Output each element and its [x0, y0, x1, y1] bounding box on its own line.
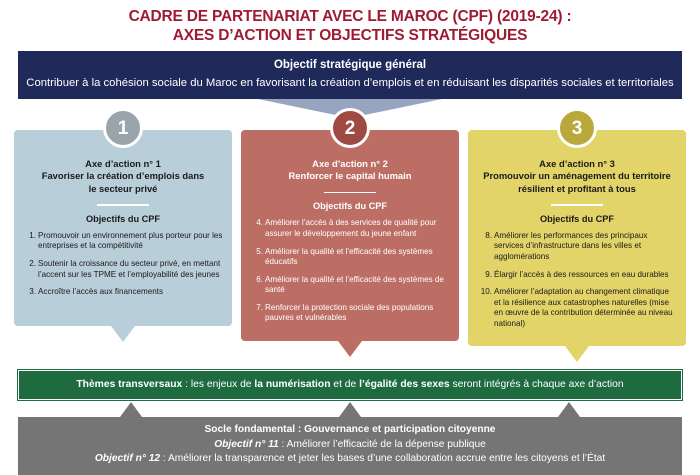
item-number: 8.	[485, 230, 492, 240]
list-item	[477, 287, 677, 329]
foundation-objective-12-text: : Améliorer la transparence et jeter les bases d’une collaboration accrue entre les citoyens et l’État	[160, 453, 606, 465]
divider-rule-2	[324, 192, 376, 194]
list-item	[23, 231, 223, 252]
foundation-up-arrow-icon-2	[339, 402, 361, 417]
axis-heading-1-line-1: Axe d’action n° 1	[85, 158, 161, 169]
item-text: Améliorer l’accès à des services de qualité pour assurer le développement du jeune enfant	[265, 218, 437, 238]
transversal-part-2: et de	[330, 379, 360, 391]
list-item	[250, 275, 450, 296]
item-text: Renforcer la protection sociale des populations pauvres et vulnérables	[265, 302, 434, 323]
objectives-label-2: Objectifs du CPF	[312, 201, 388, 212]
list-item	[23, 259, 223, 280]
transversal-part-3: seront intégrés à chaque axe d’action	[449, 379, 624, 391]
strategic-objective-heading: Objectif stratégique général	[273, 59, 427, 71]
axis-heading-2-line-2: Renforcer le capital humain	[288, 170, 412, 182]
foundation-objective-12-label: Objectif n° 12	[94, 453, 161, 465]
transversal-themes-bar	[18, 370, 682, 400]
objectives-list-3	[477, 231, 677, 330]
action-axis-panel-3	[468, 117, 686, 346]
objectives-list-1	[23, 231, 223, 298]
title-line-1: CADRE DE PARTENARIAT AVEC LE MAROC (CPF) (2019-24) :	[128, 8, 572, 25]
axis-heading-3-line-3: résilient et profitant à tous	[518, 182, 636, 194]
list-item	[250, 247, 450, 268]
item-text: Accroître l’accès aux financements	[38, 287, 164, 297]
list-item	[250, 218, 450, 239]
divider-rule-1	[97, 204, 149, 206]
axis-heading-1-line-3: le secteur privé	[88, 182, 158, 194]
objectives-label-3: Objectifs du CPF	[539, 213, 615, 224]
axis-heading-2	[250, 158, 450, 183]
list-item	[23, 287, 223, 298]
axis-number-badge-2: 2	[330, 108, 370, 148]
action-axes-row	[14, 117, 686, 346]
item-number: 2.	[29, 258, 36, 268]
list-item	[477, 231, 677, 263]
list-item	[250, 303, 450, 324]
divider-rule-3	[551, 204, 603, 206]
item-number: 1.	[29, 230, 36, 240]
transversal-bold-1: la numérisation	[254, 379, 331, 391]
foundation-up-arrow-icon-1	[120, 402, 142, 417]
axis-number-badge-1: 1	[103, 108, 143, 148]
foundation-objective-11	[24, 438, 676, 453]
axis-heading-3-line-1: Axe d’action n° 3	[539, 158, 615, 169]
action-axis-panel-1	[14, 117, 232, 326]
item-text: Élargir l’accès à des ressources en eau durables	[494, 269, 669, 279]
item-text: Améliorer l’adaptation au changement climatique et la résilience aux catastrophes naturelles (mise en œuvre de la contribution déterminée au niveau national)	[494, 287, 673, 328]
transversal-themes-label: Thèmes transversaux	[76, 379, 183, 391]
axis-heading-3	[477, 158, 677, 195]
item-text: Améliorer les performances des principaux services d’infrastructure dans les villes et agglomérations	[494, 230, 648, 261]
axis-heading-1-line-2: Favoriser la création d’emplois dans	[41, 170, 205, 182]
action-axis-panel-2	[241, 117, 459, 341]
item-text: Soutenir la croissance du secteur privé, en mettant l’accent sur les TPME et l’employabilité des jeunes	[38, 258, 221, 279]
objectives-list-2	[250, 218, 450, 324]
strategic-objective-text: Contribuer à la cohésion sociale du Maroc en favorisant la création d’emplois et en réduisant les disparités sociales et territoriales	[26, 77, 674, 89]
axis-2-down-arrow-icon	[338, 341, 362, 357]
axis-3-down-arrow-icon	[565, 346, 589, 362]
item-text: Améliorer la qualité et l’efficacité des systèmes éducatifs	[265, 246, 433, 267]
item-number: 4.	[256, 218, 263, 228]
foundation-up-arrow-icon-3	[558, 402, 580, 417]
axis-number-badge-3: 3	[557, 108, 597, 148]
foundation-objective-12	[24, 452, 676, 467]
item-number: 9.	[485, 269, 492, 279]
transversal-part-1: : les enjeux de	[182, 379, 255, 391]
page-title	[0, 0, 700, 45]
title-line-2: AXES D’ACTION ET OBJECTIFS STRATÉGIQUES	[172, 27, 528, 44]
item-text: Améliorer la qualité et l’efficacité des systèmes de santé	[265, 274, 444, 295]
item-number: 3.	[29, 287, 36, 297]
foundation-heading: Socle fondamental : Gouvernance et participation citoyenne	[204, 424, 496, 436]
item-number: 6.	[256, 274, 263, 284]
axis-1-down-arrow-icon	[111, 326, 135, 342]
list-item	[477, 270, 677, 281]
axis-heading-2-line-1: Axe d’action n° 2	[312, 158, 388, 169]
item-number: 7.	[256, 302, 263, 312]
axis-heading-1	[23, 158, 223, 195]
axis-heading-3-line-2: Promouvoir un aménagement du territoire	[483, 170, 671, 182]
foundation-objective-11-text: : Améliorer l’efficacité de la dépense publique	[278, 438, 486, 450]
transversal-bold-2: l’égalité des sexes	[359, 379, 450, 391]
strategic-objective-banner	[18, 51, 682, 99]
item-number: 5.	[256, 246, 263, 256]
foundation-block	[18, 417, 682, 475]
item-number: 10.	[480, 287, 492, 297]
objectives-label-1: Objectifs du CPF	[85, 213, 161, 224]
foundation-objective-11-label: Objectif n° 11	[214, 438, 279, 450]
item-text: Promouvoir un environnement plus porteur pour les entreprises et la compétitivité	[38, 230, 223, 251]
